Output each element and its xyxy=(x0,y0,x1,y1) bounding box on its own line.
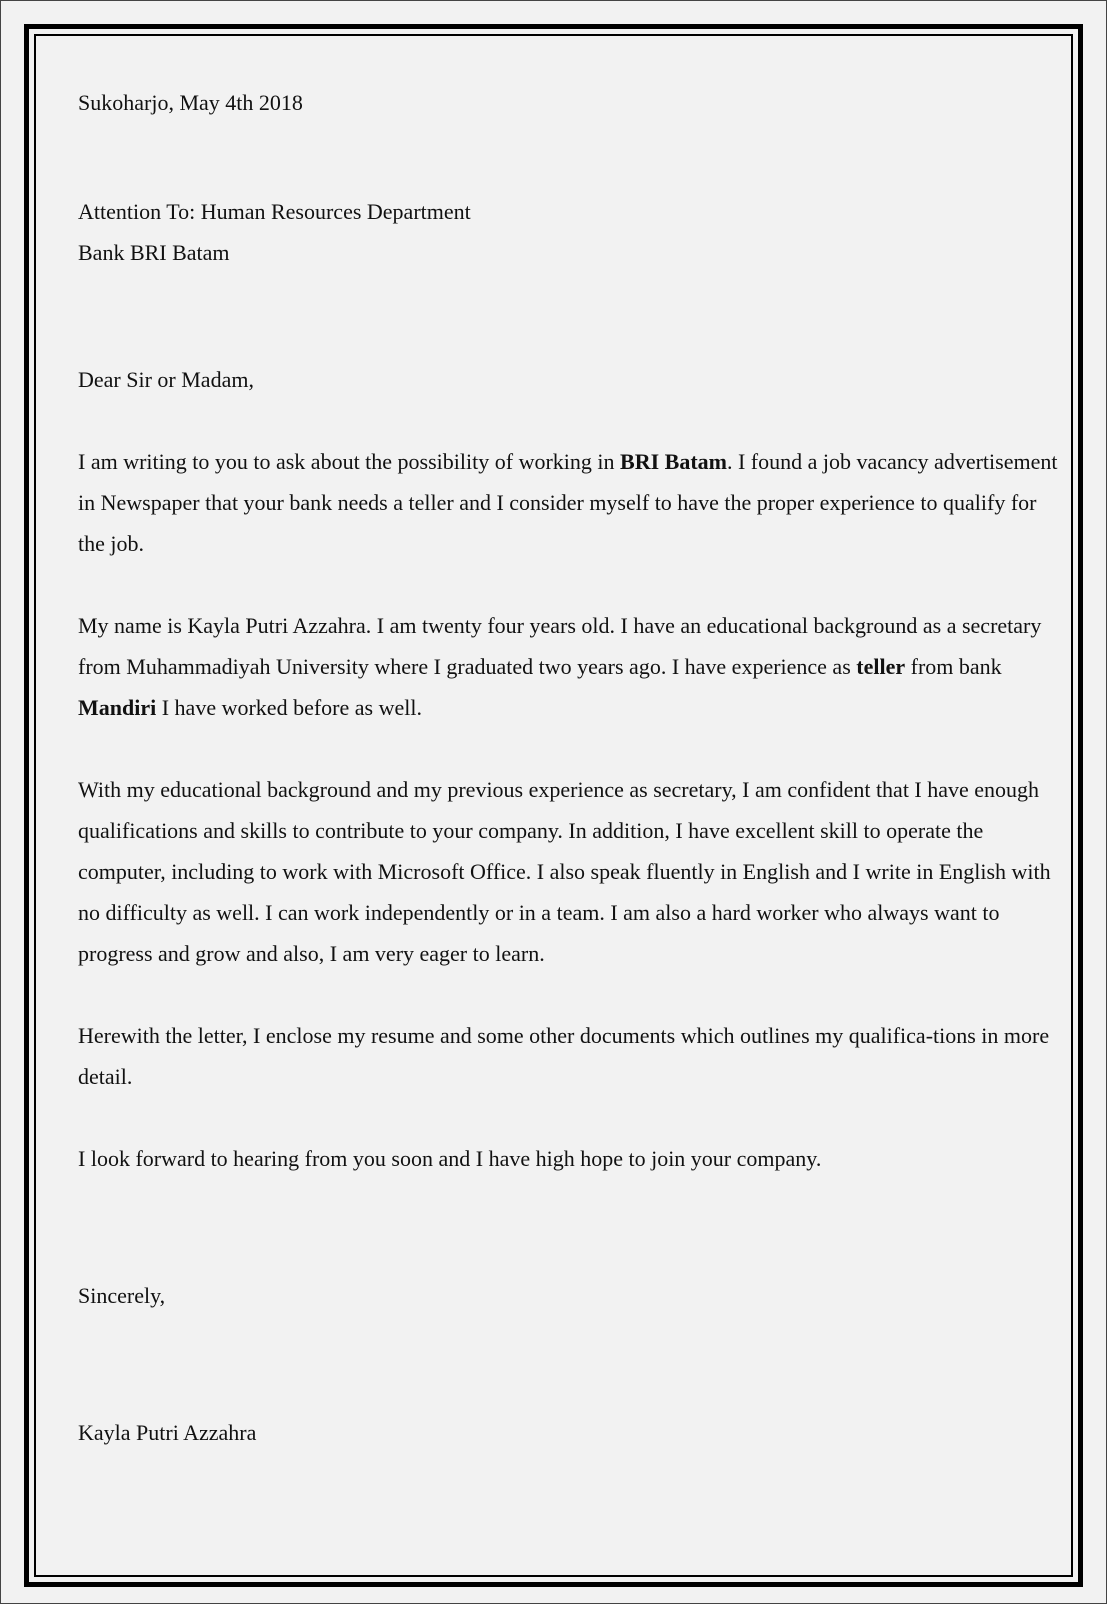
signature-name: Kayla Putri Azzahra xyxy=(78,1420,257,1445)
paragraph-skills: With my educational background and my previous experience as secretary, I am confident that I have enough qualifications and skills to contribute to your company. In addition, I have excellent skill to operate the computer, including to work with Microsoft Office. I also speak fluently in English and I write in English with no difficulty as well. I can work independently or in a team. I am also a hard worker who always want to progress and grow and also, I am very eager to learn. xyxy=(78,777,1051,966)
role-bold: teller xyxy=(856,654,906,679)
previous-bank-bold: Mandiri xyxy=(78,695,157,720)
paragraph-background-middle: from bank xyxy=(905,654,1002,679)
bank-name-bold: BRI Batam xyxy=(620,449,727,474)
place-date: Sukoharjo, May 4th 2018 xyxy=(78,90,303,115)
salutation: Dear Sir or Madam, xyxy=(78,367,254,392)
paragraph-intro-end: . I found a job vacancy advertisement in Newspaper that your bank needs a teller and I consider myself to have the proper experience to qualify for the job. xyxy=(78,449,1058,556)
paragraph-closing: I look forward to hearing from you soon and I have high hope to join your company. xyxy=(78,1146,822,1171)
paragraph-enclosure: Herewith the letter, I enclose my resume and some other documents which outlines my qualifica-tions in more detail. xyxy=(78,1023,1050,1089)
paragraph-background-end: I have worked before as well. xyxy=(156,695,422,720)
paragraph-intro xyxy=(78,441,1068,564)
recipient-line-2: Bank BRI Batam xyxy=(78,240,230,265)
paragraph-background-start: My name is Kayla Putri Azzahra. I am twenty four years old. I have an educational background as a secretary from Muhammadiyah University where I graduated two years ago. I have experience as xyxy=(78,613,1042,679)
thick-border-frame xyxy=(24,24,1083,1587)
paragraph-intro-start: I am writing to you to ask about the possibility of working in xyxy=(78,449,621,474)
paragraph-background xyxy=(78,605,1068,728)
inner-border-frame xyxy=(34,34,1073,1577)
closing: Sincerely, xyxy=(78,1283,166,1308)
recipient-line-1: Attention To: Human Resources Department xyxy=(78,199,471,224)
letter-body xyxy=(78,82,1068,1453)
